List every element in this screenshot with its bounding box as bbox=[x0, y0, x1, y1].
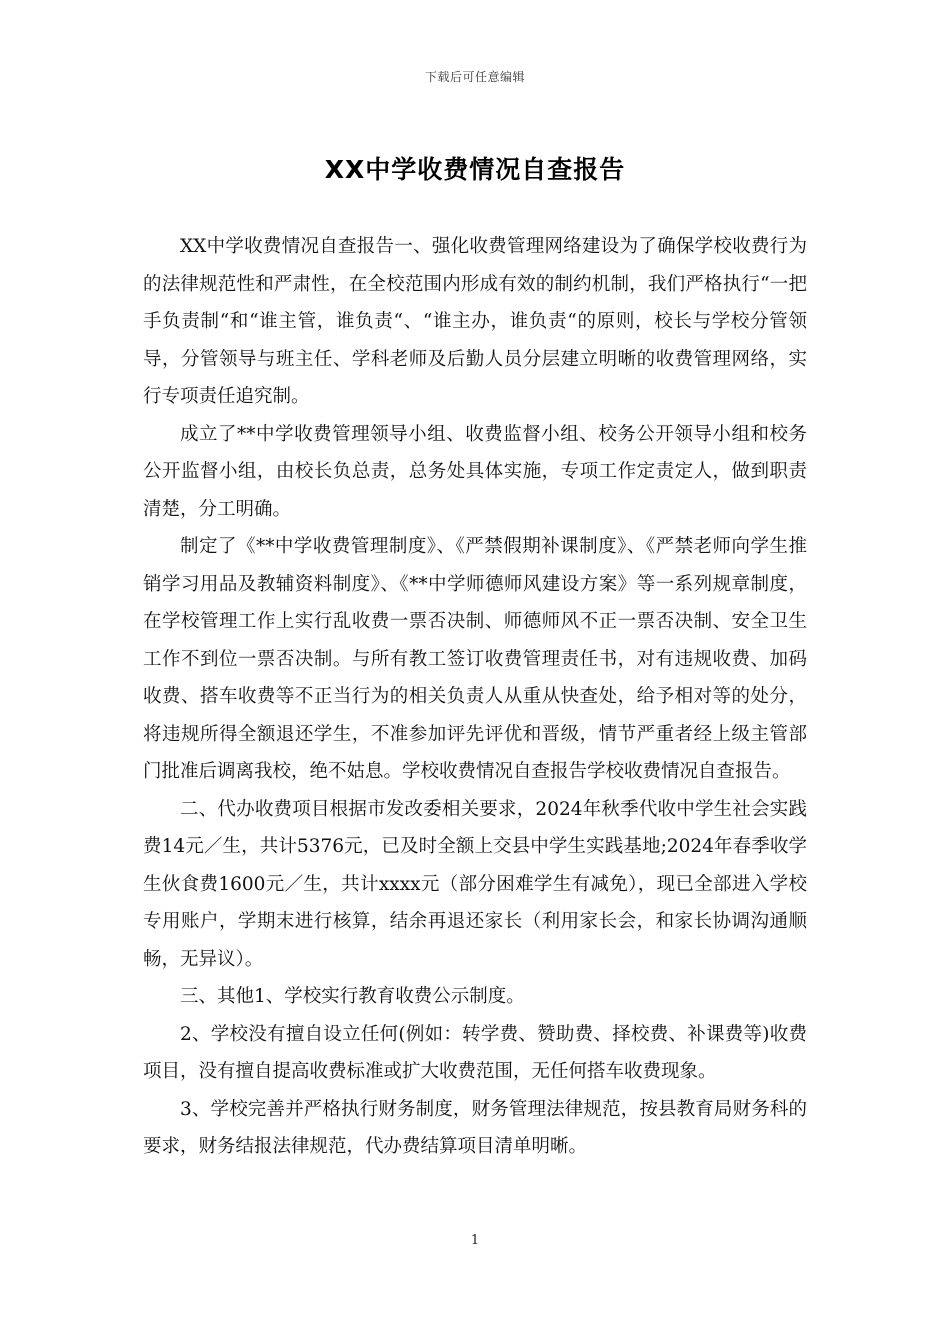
paragraph: 三、其他1、学校实行教育收费公示制度。 bbox=[180, 986, 525, 1007]
page-number: 1 bbox=[470, 1233, 480, 1248]
document-title: XX中学收费情况自查报告 bbox=[324, 155, 626, 184]
paragraph: 2、学校没有擅自设立任何(例如：转学费、赞助费、择校费、补课费等)收费项目，没有擅自提高收费标准或扩大收费范围，无任何搭车收费现象。 bbox=[143, 1023, 807, 1082]
paragraph: 3、学校完善并严格执行财务制度，财务管理法律规范，按县教育局财务科的要求，财务结报法律规范，代办费结算项目清单明晰。 bbox=[143, 1098, 807, 1157]
paragraph: 成立了**中学收费管理领导小组、收费监督小组、校务公开领导小组和校务公开监督小组，由校长负总责，总务处具体实施，专项工作定责定人，做到职责清楚，分工明确。 bbox=[143, 423, 807, 520]
paragraph: 二、代办收费项目根据市发改委相关要求，2024年秋季代收中学生社会实践费14元／生，共计5376元，已及时全额上交县中学生实践基地;2024年春季收学生伙食费1600元／生，共计xxxx元（部分困难学生有减免），现已全部进入学校专用账户，学期末进行核算，结余再退还家长（利用家长会，和家长协调沟通顺畅，无异议）。 bbox=[143, 798, 807, 970]
paragraph: XX中学收费情况自查报告一、强化收费管理网络建设为了确保学校收费行为的法律规范性和严肃性，在全校范围内形成有效的制约机制，我们严格执行“一把手负责制“和“谁主管，谁负责“、“谁主办，谁负责“的原则，校长与学校分管领导，分管领导与班主任、学科老师及后勤人员分层建立明晰的收费管理网络，实行专项责任追究制。 bbox=[143, 236, 807, 407]
paragraph: 制定了《**中学收费管理制度》、《严禁假期补课制度》、《严禁老师向学生推销学习用品及教辅资料制度》、《**中学师德师风建设方案》等一系列规章制度，在学校管理工作上实行乱收费一票否决制、师德师风不正一票否决制、安全卫生工作不到位一票否决制。与所有教工签订收费管理责任书，对有违规收费、加码收费、搭车收费等不正当行为的相关负责人从重从快查处，给予相对等的处分，将违规所得全额退还学生，不准参加评先评优和晋级，情节严重者经上级主管部门批准后调离我校，绝不姑息。学校收费情况自查报告学校收费情况自查报告。 bbox=[143, 536, 807, 782]
document-body bbox=[143, 228, 807, 1166]
header-note: 下载后可任意编辑 bbox=[424, 70, 525, 84]
